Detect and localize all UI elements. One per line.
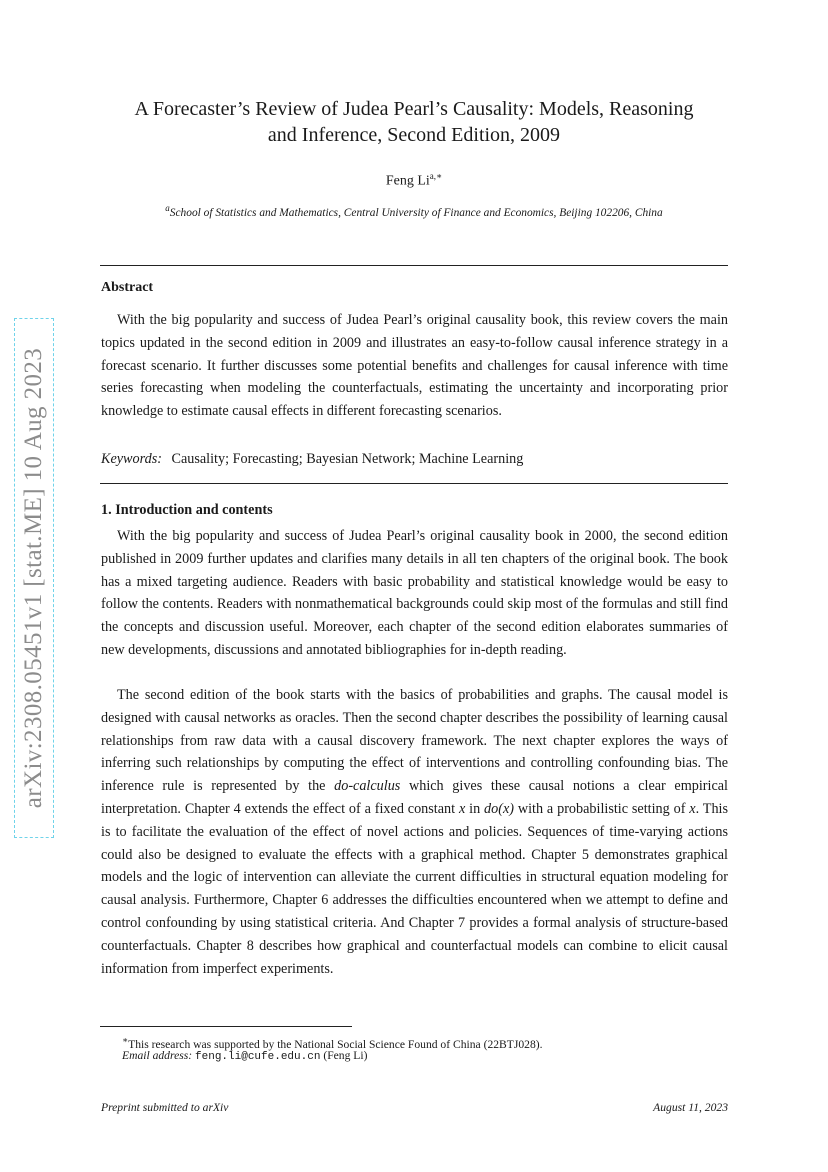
arxiv-identifier: arXiv:2308.05451v1 [stat.ME] 10 Aug 2023 <box>20 347 47 809</box>
abstract-text: With the big popularity and success of Judea Pearl’s original causality book, this review covers the main topics updated in the second edition in 2009 and illustrates an easy-to-follow causal inference strategy in a forecast scenario. It further discusses some potential benefits and challenges for causal inference with time series forecasting when modeling the counterfactuals, estimating the uncertainty and incorporating prior knowledge to estimate causal effects in different forecasting scenarios. <box>101 312 728 420</box>
intro-paragraph-1: With the big popularity and success of Judea Pearl’s original causality book in 2000, the second edition published in 2009 further updates and clarifies many details in all ten chapters of the original book. The book has a mixed targeting audience. Readers with basic probability and statistical knowledge would be easy to follow the contents. Readers with nonmathematical backgrounds could skip most of the formulas and still find the concepts and discussion useful. Moreover, each chapter of the second edition elaborates summaries of new developments, discussions and annotated bibliographies for in-depth reading. <box>101 528 728 658</box>
para2-text-b: which gives these causal notions a clear empirical interpretation. Chapter 4 extends the effect of a fixed constant <box>101 778 728 817</box>
para2-text-e: . This is to facilitate the evaluation of the effect of novel actions and policies. Sequences of time-varying actions could also be designed to evaluate the effects with a graphical method. Chapter 5 demonstrates graphical models and the logic of intervention can alleviate the current difficulties in structural equation modeling for causal analysis. Furthermore, Chapter 6 addresses the difficulties encountered when we attempt to define and control confounding by using statistical criteria. And Chapter 7 provides a formal analysis of structure-based counterfactuals. Chapter 8 describes how graphical and counterfactual models can combine to elicit causal information from imperfect experiments. <box>101 800 728 977</box>
keywords-label: Keywords: <box>101 451 162 467</box>
affiliation-text: School of Statistics and Mathematics, Central University of Finance and Economics, Beijing 102206, China <box>169 206 663 219</box>
footnote-text: This research was supported by the National Social Science Found of China (22BTJ028). <box>128 1037 543 1051</box>
affiliation-mark: a <box>165 203 170 213</box>
math-x-2: x <box>689 800 696 817</box>
keywords-line <box>101 451 523 468</box>
author-line <box>100 171 728 190</box>
author-mark: a,∗ <box>429 171 443 181</box>
footer-preprint: Preprint submitted to arXiv <box>101 1101 229 1114</box>
para2-text-c: in <box>465 800 485 817</box>
email-owner: (Feng Li) <box>323 1049 368 1062</box>
abstract-bottom-rule <box>100 483 728 484</box>
intro-paragraph-2 <box>101 684 728 980</box>
footnote-mark: ∗ <box>122 1035 129 1045</box>
email-label: Email address: <box>122 1049 193 1062</box>
abstract-top-rule <box>100 265 728 266</box>
paper-title <box>100 96 728 148</box>
math-x: x <box>458 800 466 817</box>
section-heading: 1. Introduction and contents <box>101 502 273 518</box>
email-footnote <box>122 1048 367 1065</box>
footnote-rule <box>100 1026 352 1027</box>
para2-text-d: with a probabilistic setting of <box>513 800 690 817</box>
title-line-1: A Forecaster’s Review of Judea Pearl’s Causality: Models, Reasoning <box>134 98 694 120</box>
math-do-x: do(x) <box>484 800 514 817</box>
email-link[interactable]: feng.li@cufe.edu.cn <box>195 1051 321 1063</box>
footer-date: August 11, 2023 <box>653 1101 728 1114</box>
do-calculus-term: do-calculus <box>334 778 401 795</box>
abstract-heading: Abstract <box>101 280 154 295</box>
affiliation-line <box>100 203 728 219</box>
author-name: Feng Li <box>385 173 430 189</box>
para2-text-a: The second edition of the book starts with the basics of probabilities and graphs. The causal model is designed with causal networks as oracles. Then the second chapter describes the possibility of learning causal relationships from raw data with a causal discovery framework. The next chapter explores the ways of inferring such relationships by computing the effect of interventions and controlling confounding bias. The inference rule is represented by the <box>101 687 728 795</box>
title-line-2: and Inference, Second Edition, 2009 <box>267 124 561 146</box>
keywords-list: Causality; Forecasting; Bayesian Network; Machine Learning <box>171 451 524 467</box>
